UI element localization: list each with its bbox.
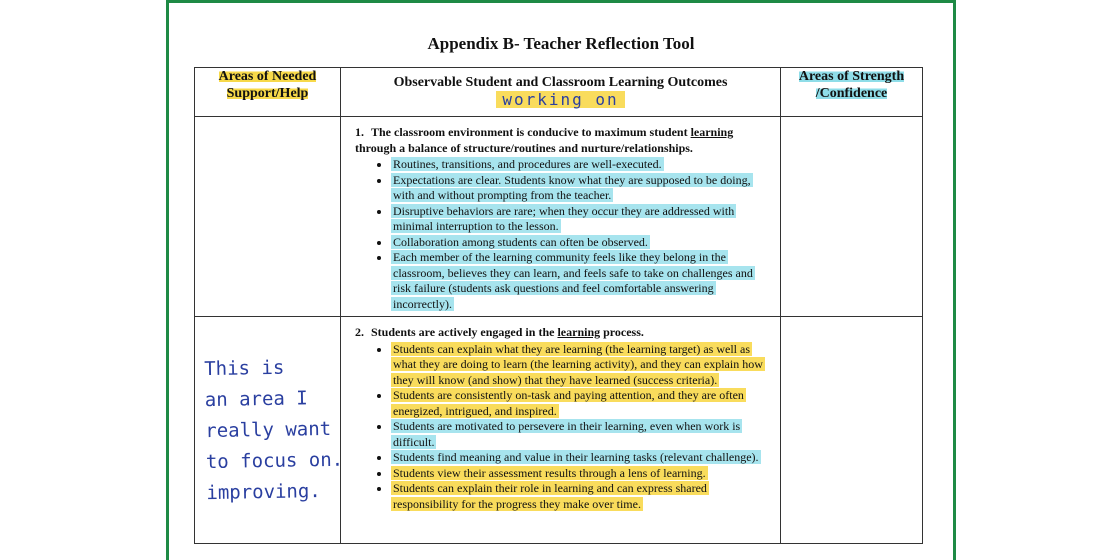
header-needed-support-line2: Support/Help bbox=[226, 86, 309, 101]
section-row-1 bbox=[195, 117, 923, 317]
section-1-bullets bbox=[349, 157, 772, 312]
list-item: • Students are consistently on-task and paying attention, and they are often energized, intrigued, and inspired. bbox=[391, 388, 772, 419]
header-strength-line2: /Confidence bbox=[815, 86, 888, 101]
list-item: • Students can explain what they are learning (the learning target) as well as what they are doing to learn (the learning activity), and they can explain how they will know (and show) that they have learned (success criteria). bbox=[391, 342, 772, 389]
header-strength bbox=[781, 68, 923, 117]
list-item: • Students can explain their role in learning and can express shared responsibility for the progress they make over time. bbox=[391, 481, 772, 512]
list-item: • Students are motivated to persevere in their learning, even when work is difficult. bbox=[391, 419, 772, 450]
list-item: • Disruptive behaviors are rare; when they occur they are addressed with minimal interruption to the lesson. bbox=[391, 204, 772, 235]
list-item: • Expectations are clear. Students know what they are supposed to be doing, with and without prompting from the teacher. bbox=[391, 173, 772, 204]
list-item: • Each member of the learning community feels like they belong in the classroom, believes they can learn, and feels safe to take on challenges and risk failure (students ask questions and feel comfortable answering incorrectly). bbox=[391, 250, 772, 312]
list-item: • Routines, transitions, and procedures are well-executed. bbox=[391, 157, 772, 173]
header-outcomes-label: Observable Student and Classroom Learning Outcomes bbox=[393, 75, 728, 90]
list-item: • Collaboration among students can often be observed. bbox=[391, 235, 772, 251]
document-title: Appendix B- Teacher Reflection Tool bbox=[427, 34, 695, 53]
section-2-strength-cell bbox=[781, 317, 923, 544]
section-1-heading: 1. The classroom environment is conducive to maximum student learning through a balance of structure/routines and nurture/relationships. bbox=[355, 125, 734, 155]
section-2-heading: 2. Students are actively engaged in the learning process. bbox=[355, 325, 644, 339]
handwritten-note: This is an area I really want to focus on. improving. bbox=[204, 356, 344, 505]
section-row-2 bbox=[195, 317, 923, 544]
section-1-strength-cell bbox=[781, 117, 923, 317]
reflection-table bbox=[194, 67, 923, 544]
section-1-outcomes-cell bbox=[341, 117, 781, 317]
header-strength-line1: Areas of Strength bbox=[798, 69, 905, 84]
section-2-bullets bbox=[349, 342, 772, 513]
section-1-needed-cell bbox=[195, 117, 341, 317]
list-item: • Students find meaning and value in their learning tasks (relevant challenge). bbox=[391, 450, 772, 466]
header-needed-support-line1: Areas of Needed bbox=[218, 69, 317, 84]
handwritten-working-on: working on bbox=[496, 91, 624, 108]
header-outcomes bbox=[341, 68, 781, 117]
list-item: • Students view their assessment results through a lens of learning. bbox=[391, 466, 772, 482]
header-row bbox=[195, 68, 923, 117]
header-needed-support bbox=[195, 68, 341, 117]
section-2-needed-cell bbox=[195, 317, 344, 544]
section-2-outcomes-cell bbox=[341, 317, 781, 544]
